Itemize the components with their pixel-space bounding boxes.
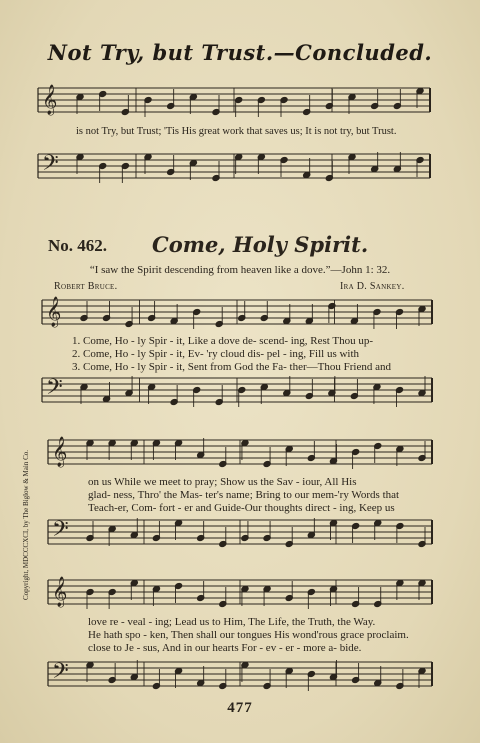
clef-icon: 𝄞 xyxy=(52,437,68,467)
author-music: Ira D. Sankey. xyxy=(340,281,405,292)
clef-icon: 𝄞 xyxy=(52,577,68,607)
clef-icon: 𝄞 xyxy=(42,85,58,115)
verse-line-2-3: Teach-er, Com- fort - er and Guide-Our thoughts direct - ing, Keep us xyxy=(88,502,395,514)
verse-line-2-1: on us While we meet to pray; Show us the Sav - iour, All His xyxy=(88,476,357,488)
verse-line-1-3: 3. Come, Ho - ly Spir - it, Sent from God the Fa- ther—Thou Friend and xyxy=(72,361,391,373)
clef-icon: 𝄢 xyxy=(52,517,69,547)
verse-line-3-2: He hath spo - ken, Then shall our tongues His wond'rous grace proclaim. xyxy=(88,629,409,641)
verse-line-3-3: close to Je - sus, And in our hearts For - ev - er - more a- bide. xyxy=(88,642,362,654)
hymn-title: Come, Holy Spirit. xyxy=(152,232,369,257)
author-words: Robert Bruce. xyxy=(54,281,118,292)
clef-icon: 𝄞 xyxy=(46,297,62,327)
clef-icon: 𝄢 xyxy=(52,659,69,689)
verse-line-3-1: love re - veal - ing; Lead us to Him, The Life, the Truth, the Way. xyxy=(88,616,376,628)
page-number: 477 xyxy=(227,700,253,716)
page-title: Not Try, but Trust.—Concluded. xyxy=(47,40,433,65)
hymn-epigraph: “I saw the Spirit descending from heaven like a dove.”—John 1: 32. xyxy=(89,264,391,276)
verse-line-2-2: glad- ness, Thro' the Mas- ter's name; Bring to our mem-'ry Words that xyxy=(88,489,400,501)
copyright-notice: Copyright, MDCCCXCI, by The Biglow & Main Co. xyxy=(22,450,30,600)
verse-line-1-2: 2. Come, Ho - ly Spir - it, Ev- 'ry cloud dis- pel - ing, Fill us with xyxy=(72,348,360,360)
hymn-number: No. 462. xyxy=(48,236,108,255)
clef-icon: 𝄢 xyxy=(42,151,59,181)
clef-icon: 𝄢 xyxy=(46,375,63,405)
concluded-lyric: is not Try, but Trust; 'Tis His great work that saves us; It is not try, but Trust. xyxy=(76,126,397,137)
verse-line-1-1: 1. Come, Ho - ly Spir - it, Like a dove de- scend- ing, Rest Thou up- xyxy=(72,335,374,347)
